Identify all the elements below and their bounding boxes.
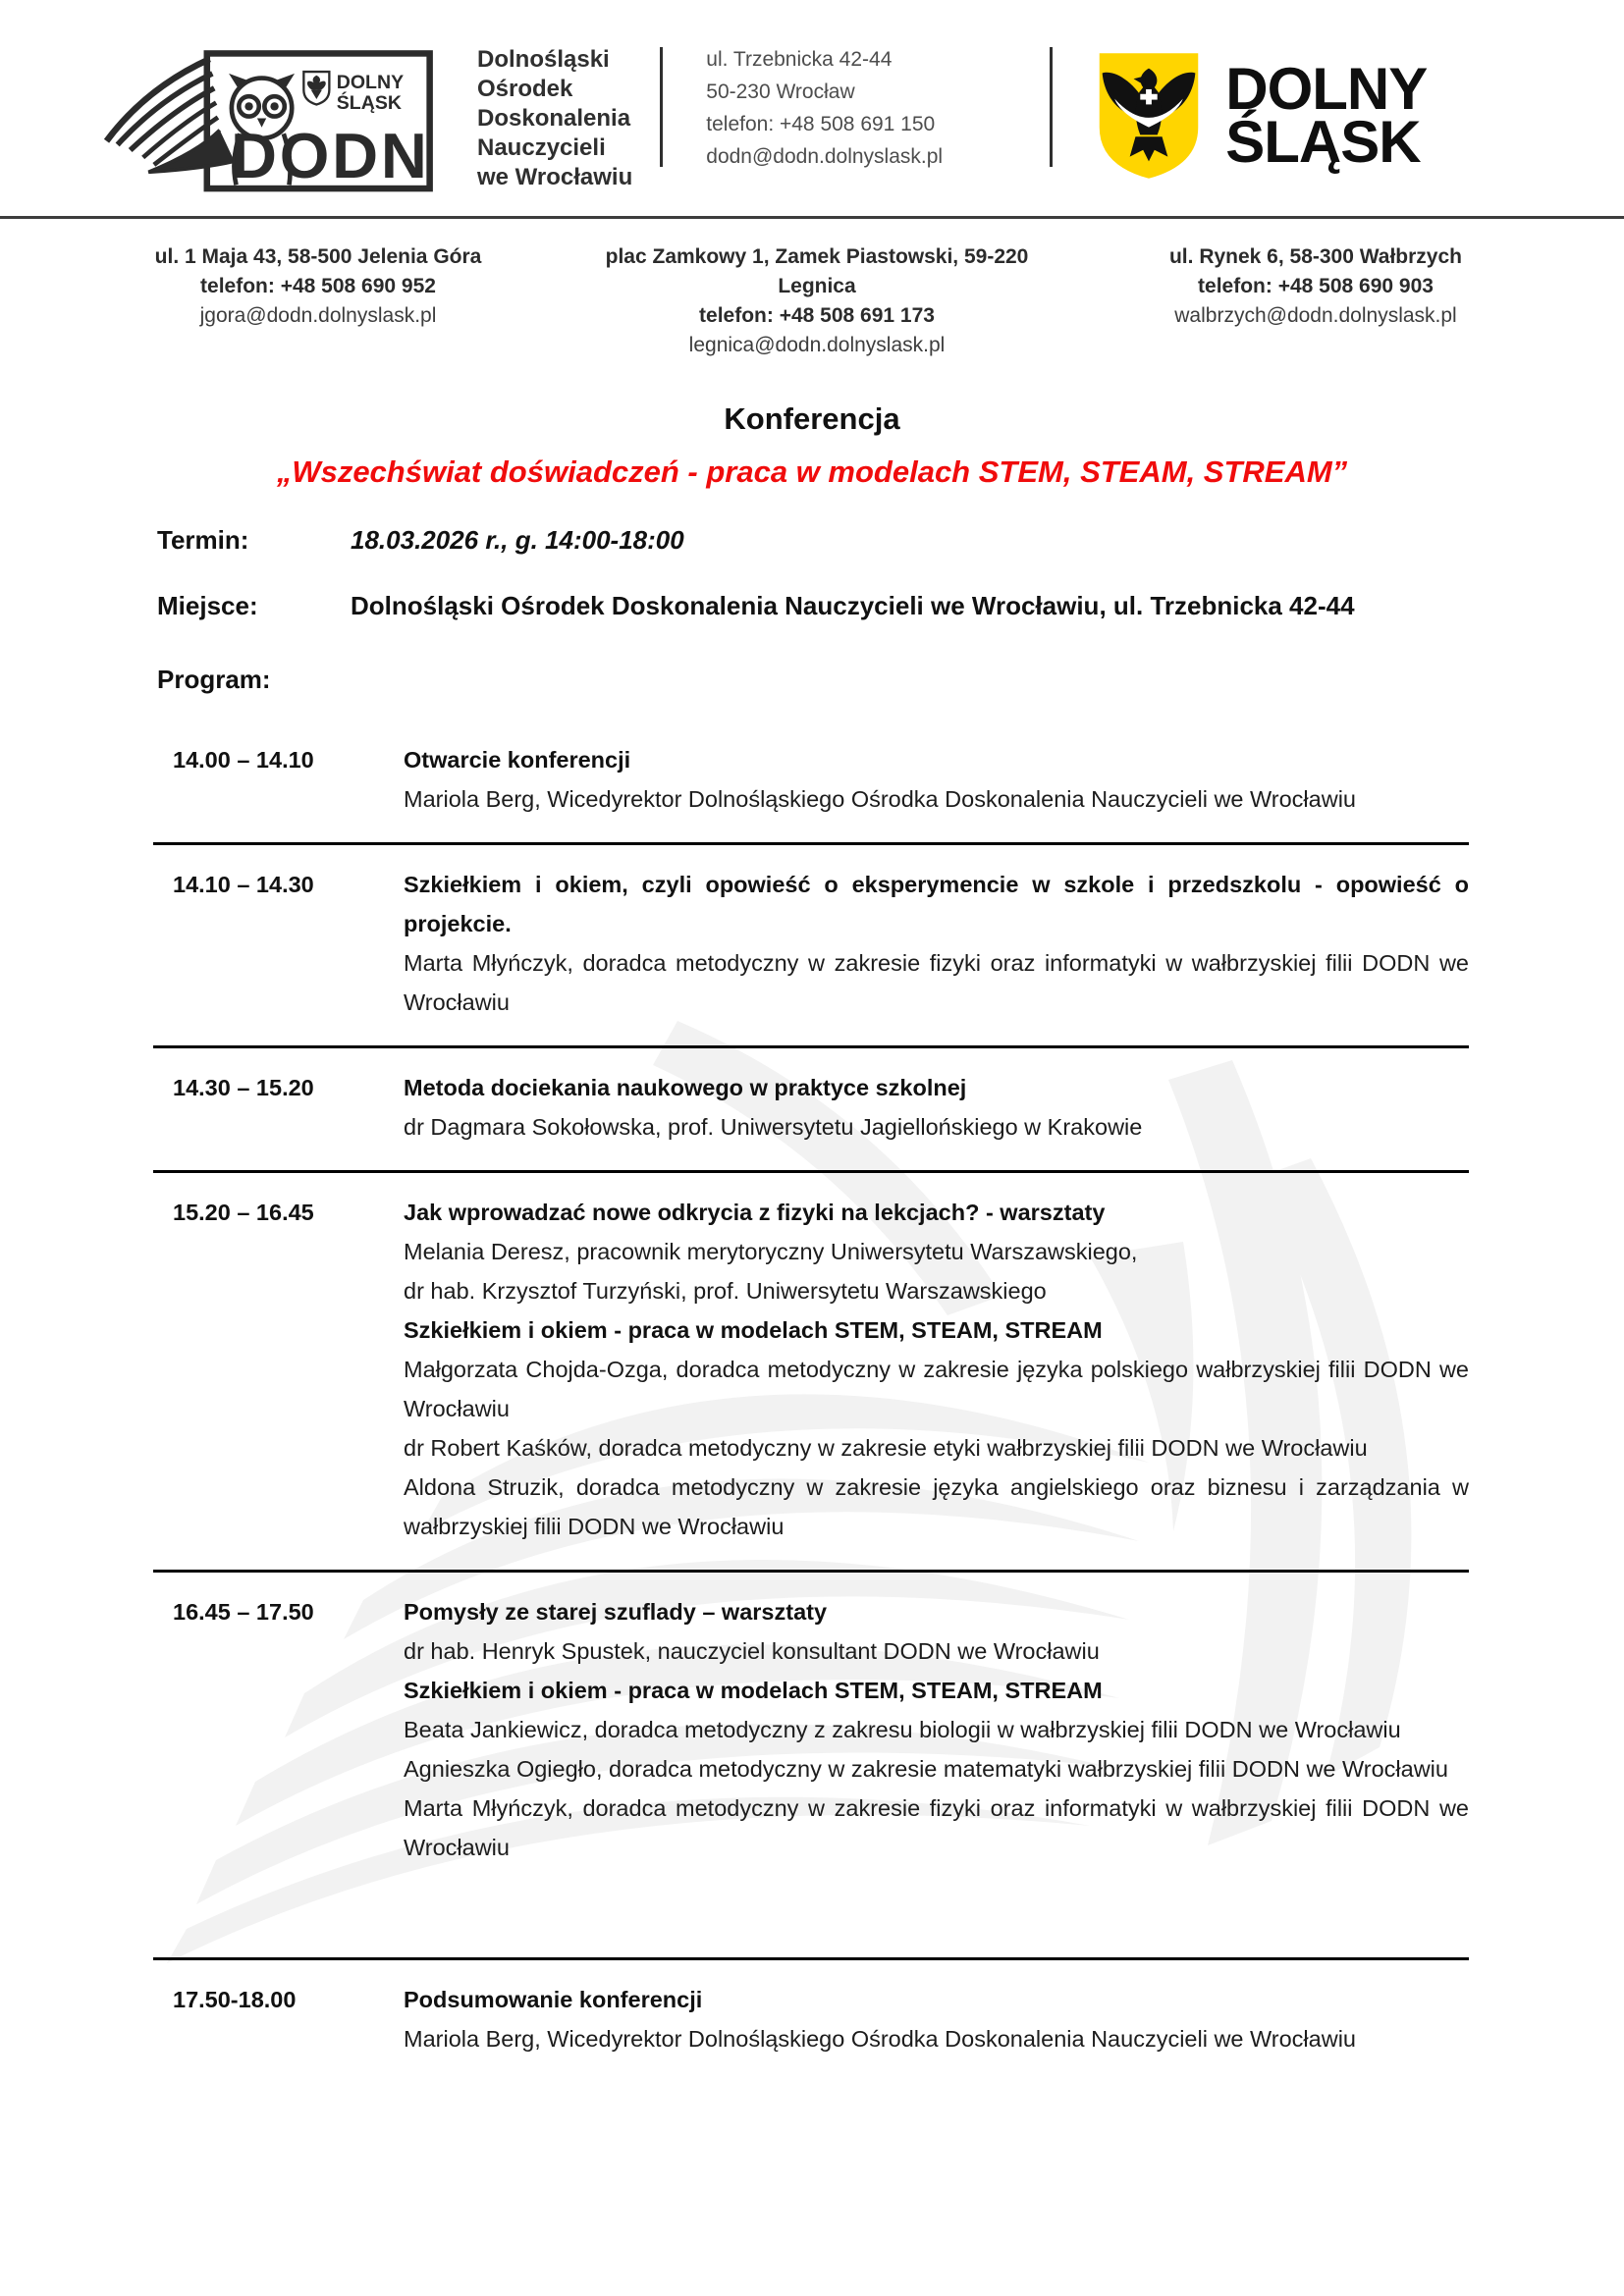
conference-heading: Konferencja — [724, 401, 900, 436]
branch-address: ul. 1 Maja 43, 58-500 Jelenia Góra — [154, 245, 482, 268]
program-row-time: 17.50-18.00 — [173, 1987, 297, 2012]
branch-phone: telefon: +48 508 691 173 — [699, 304, 935, 327]
dodn-wordmark: DODN — [230, 119, 430, 191]
program-row-time: 15.20 – 16.45 — [173, 1200, 314, 1225]
program-row-description — [404, 1592, 1469, 1867]
program-item-presenter: Marta Młyńczyk, doradca metodyczny w zakresie fizyki oraz informatyki w wałbrzyskiej filii DODN we Wrocławiu — [404, 1795, 1469, 1860]
dolny-slask-brand — [1092, 49, 1427, 183]
org-name-line: Doskonalenia — [477, 105, 631, 132]
dolny-slask-wordmark — [1225, 56, 1428, 175]
branch-jelenia-gora — [69, 242, 568, 360]
program-item-presenter: Mariola Berg, Wicedyrektor Dolnośląskiego Ośrodka Doskonalenia Nauczycieli we Wrocławiu — [404, 786, 1356, 812]
mini-brand-line2: ŚLĄSK — [336, 92, 402, 115]
branch-walbrzych — [1066, 242, 1565, 360]
program-item-presenter: Małgorzata Chojda-Ozga, doradca metodyczny w zakresie języka polskiego wałbrzyskiej filii DODN we Wrocławiu — [404, 1357, 1469, 1421]
program-item-title: Szkiełkiem i okiem - praca w modelach STEM, STEAM, STREAM — [404, 1678, 1103, 1703]
org-name-line: Ośrodek — [477, 76, 573, 102]
document-header — [0, 0, 1624, 202]
hq-phone-line: telefon: +48 508 691 150 — [706, 113, 936, 135]
program-item-title: Szkiełkiem i okiem - praca w modelach STEM, STEAM, STREAM — [404, 1317, 1103, 1343]
program-row-description — [404, 1068, 1469, 1147]
program-item-title: Podsumowanie konferencji — [404, 1987, 703, 2012]
termin-label: Termin: — [157, 525, 249, 555]
org-name-line: we Wrocławiu — [477, 164, 633, 190]
program-row — [153, 1573, 1469, 1960]
hq-address-line: ul. Trzebnicka 42-44 — [706, 48, 893, 71]
header-divider — [1050, 47, 1053, 167]
org-name-line: Dolnośląski — [477, 46, 610, 73]
miejsce-label: Miejsce: — [157, 591, 258, 620]
program-row — [153, 1173, 1469, 1573]
header-divider — [660, 47, 663, 167]
book-pages-icon — [107, 59, 235, 172]
program-item-title: Pomysły ze starej szuflady – warsztaty — [404, 1599, 828, 1625]
program-row — [153, 1960, 1469, 2082]
program-item-presenter: dr Dagmara Sokołowska, prof. Uniwersytetu Jagiellońskiego w Krakowie — [404, 1114, 1143, 1140]
termin-value: 18.03.2026 r., g. 14:00-18:00 — [351, 525, 684, 555]
brand-line1: DOLNY — [1225, 56, 1428, 122]
program-row-description — [404, 1980, 1469, 2058]
program-item-presenter: Melania Deresz, pracownik merytoryczny Uniwersytetu Warszawskiego, — [404, 1239, 1138, 1264]
program-item-presenter: dr hab. Henryk Spustek, nauczyciel konsultant DODN we Wrocławiu — [404, 1638, 1100, 1664]
conference-title: „Wszechświat doświadczeń - praca w modelach STEM, STEAM, STREAM” — [276, 454, 1348, 489]
program-item-presenter: dr Robert Kaśków, doradca metodyczny w zakresie etyki wałbrzyskiej filii DODN we Wrocławiu — [404, 1435, 1368, 1461]
program-label: Program: — [157, 665, 271, 694]
hq-city-line: 50-230 Wrocław — [706, 80, 855, 103]
program-row-time: 14.00 – 14.10 — [173, 747, 314, 773]
org-name-line: Nauczycieli — [477, 134, 606, 161]
dodn-logo — [86, 33, 452, 202]
program-item-title: Jak wprowadzać nowe odkrycia z fizyki na lekcjach? - warsztaty — [404, 1200, 1106, 1225]
org-name — [477, 45, 632, 192]
program-item-presenter: dr hab. Krzysztof Turzyński, prof. Uniwersytetu Warszawskiego — [404, 1278, 1047, 1304]
program-item-presenter: Agnieszka Ogiegło, doradca metodyczny w zakresie matematyki wałbrzyskiej filii DODN we Wrocławiu — [404, 1756, 1448, 1782]
branch-email: jgora@dodn.dolnyslask.pl — [199, 304, 437, 327]
program-item-presenter: Beata Jankiewicz, doradca metodyczny z zakresu biologii w wałbrzyskiej filii DODN we Wrocławiu — [404, 1717, 1401, 1742]
program-item-presenter: Mariola Berg, Wicedyrektor Dolnośląskiego Ośrodka Doskonalenia Nauczycieli we Wrocławiu — [404, 2026, 1356, 2052]
branch-email: legnica@dodn.dolnyslask.pl — [688, 334, 946, 356]
branch-addresses — [0, 219, 1624, 360]
mini-crest-icon — [303, 72, 329, 104]
program-row — [153, 845, 1469, 1048]
program-item-presenter: Marta Młyńczyk, doradca metodyczny w zakresie fizyki oraz informatyki w wałbrzyskiej filii DODN we Wrocławiu — [404, 950, 1469, 1015]
brand-line2: ŚLĄSK — [1225, 109, 1421, 175]
program-row-description — [404, 1193, 1469, 1546]
program-item-title: Otwarcie konferencji — [404, 747, 631, 773]
branch-address: plac Zamkowy 1, Zamek Piastowski, 59-220 Legnica — [605, 245, 1029, 297]
branch-email: walbrzych@dodn.dolnyslask.pl — [1174, 304, 1457, 327]
branch-address: ul. Rynek 6, 58-300 Wałbrzych — [1168, 245, 1462, 268]
branch-legnica — [568, 242, 1066, 360]
dolny-slask-coat-of-arms-icon — [1092, 49, 1206, 183]
program-row — [153, 1048, 1469, 1173]
program-row-time: 16.45 – 17.50 — [173, 1599, 314, 1625]
program-row-time: 14.10 – 14.30 — [173, 872, 314, 897]
program-row — [153, 721, 1469, 845]
termin-row — [157, 525, 1624, 556]
mini-brand-line1: DOLNY — [336, 71, 405, 93]
miejsce-row — [157, 591, 1624, 621]
hq-contact — [706, 43, 1008, 173]
program-row-description — [404, 740, 1469, 819]
miejsce-value: Dolnośląski Ośrodek Doskonalenia Nauczycieli we Wrocławiu, ul. Trzebnicka 42-44 — [351, 591, 1355, 620]
program-row-time: 14.30 – 15.20 — [173, 1075, 314, 1100]
branch-phone: telefon: +48 508 690 903 — [1198, 275, 1434, 297]
program-row-description — [404, 865, 1469, 1022]
hq-email-line: dodn@dodn.dolnyslask.pl — [706, 145, 944, 168]
program-table — [153, 721, 1469, 2082]
program-item-title: Metoda dociekania naukowego w praktyce szkolnej — [404, 1075, 967, 1100]
program-item-title: Szkiełkiem i okiem, czyli opowieść o eksperymencie w szkole i przedszkolu - opowieść o projekcie. — [404, 872, 1469, 936]
branch-phone: telefon: +48 508 690 952 — [200, 275, 436, 297]
program-item-presenter: Aldona Struzik, doradca metodyczny w zakresie języka angielskiego oraz biznesu i zarządzania w wałbrzyskiej filii DODN we Wrocławiu — [404, 1474, 1469, 1539]
